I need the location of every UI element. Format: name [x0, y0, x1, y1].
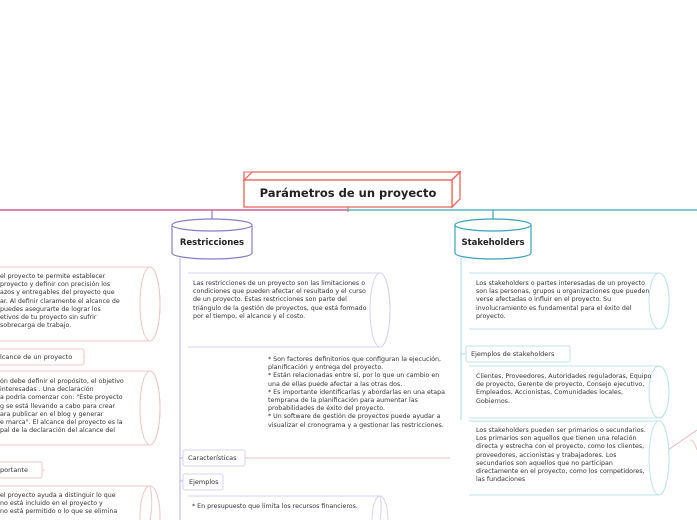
stakeholders-examples-label[interactable]: Ejemplos de stakeholders — [471, 350, 555, 358]
stakeholders-types-text: Los stakeholders pueden ser primarios o secundarios. Los primarios son aquellos que tienen una relación directa y estrecha con el proyecto, como los clientes, proveedores, accionistas y trabajadores. Los secundarios son aquellos que no participan directamente en el proyecto, como los competidores, las fundaciones — [476, 427, 646, 484]
restricciones-examples-text: * En presupuesto que limita los recursos financieros. — [192, 503, 358, 510]
left-exclusion-text: el proyecto ayuda a distinguir lo que no está incluido en el proyecto y no está permitido o lo que se elimina — [0, 492, 118, 516]
left-scope-text: el proyecto te permite establecer proyecto y definir con precisión los azos y entregables del proyecto que ar. Al definir claramente el alcance de puedes asegurarte de lograr los etivos de tu proyecto sin sufrir sobrecarga de trabajo. — [0, 273, 120, 330]
restricciones-title[interactable]: Restricciones — [179, 238, 245, 248]
stakeholders-examples-text: Clientes, Proveedores, Autoridades reguladoras, Equipo de proyecto, Gerente de proyecto, Consejo ejecutivo, Empleados, Accionistas, Comunidades locales, Gobiernos. — [476, 373, 652, 405]
stakeholders-title[interactable]: Stakeholders — [461, 238, 525, 248]
left-statement-text: ón debe definir el propósito, el objetivo interesadas . Una declaración a podría comenzar con: "Este proyecto g se está llevando a cabo para crear ara publicar en el blog y generar e marca". El alcance del proyecto es la pal de la declaración del alcance del — [0, 378, 124, 435]
restricciones-characteristics-text: * Son factores definitorios que configuran la ejecución, planificación y entrega del proyecto. * Están relacionadas entre sí, por lo que un cambio en una de ellas puede afectar a las otras dos. * Es importante identificarlas y abordarlas en una etapa temprana de la planificación para aumentar las probabilidades de éxito del proyecto. * Un software de gestión de proyectos puede ayudar a visualizar el cronograma y a gestionar las restricciones. — [268, 356, 446, 429]
restricciones-description: Las restricciones de un proyecto son las limitaciones o condiciones que pueden afectar el resultado y el curso de un proyecto. Estas restricciones son parte del triángulo de la gestión de proyectos, que está formado por el tiempo, el alcance y el costo. — [193, 280, 367, 320]
restricciones-examples-label[interactable]: Ejemplos — [189, 478, 219, 486]
left-important-label[interactable]: portante — [0, 466, 28, 474]
central-title[interactable]: Parámetros de un proyecto — [259, 186, 437, 200]
left-scope-label[interactable]: lcance de un proyecto — [0, 353, 73, 361]
stakeholders-description: Los stakeholders o partes interesadas de un proyecto son las personas, grupos u organizaciones que pueden verse afectadas o influir en el proyecto. Su involucramiento es fundamental para el éxito del proyecto. — [476, 280, 650, 320]
restricciones-characteristics-label[interactable]: Características — [188, 454, 237, 462]
